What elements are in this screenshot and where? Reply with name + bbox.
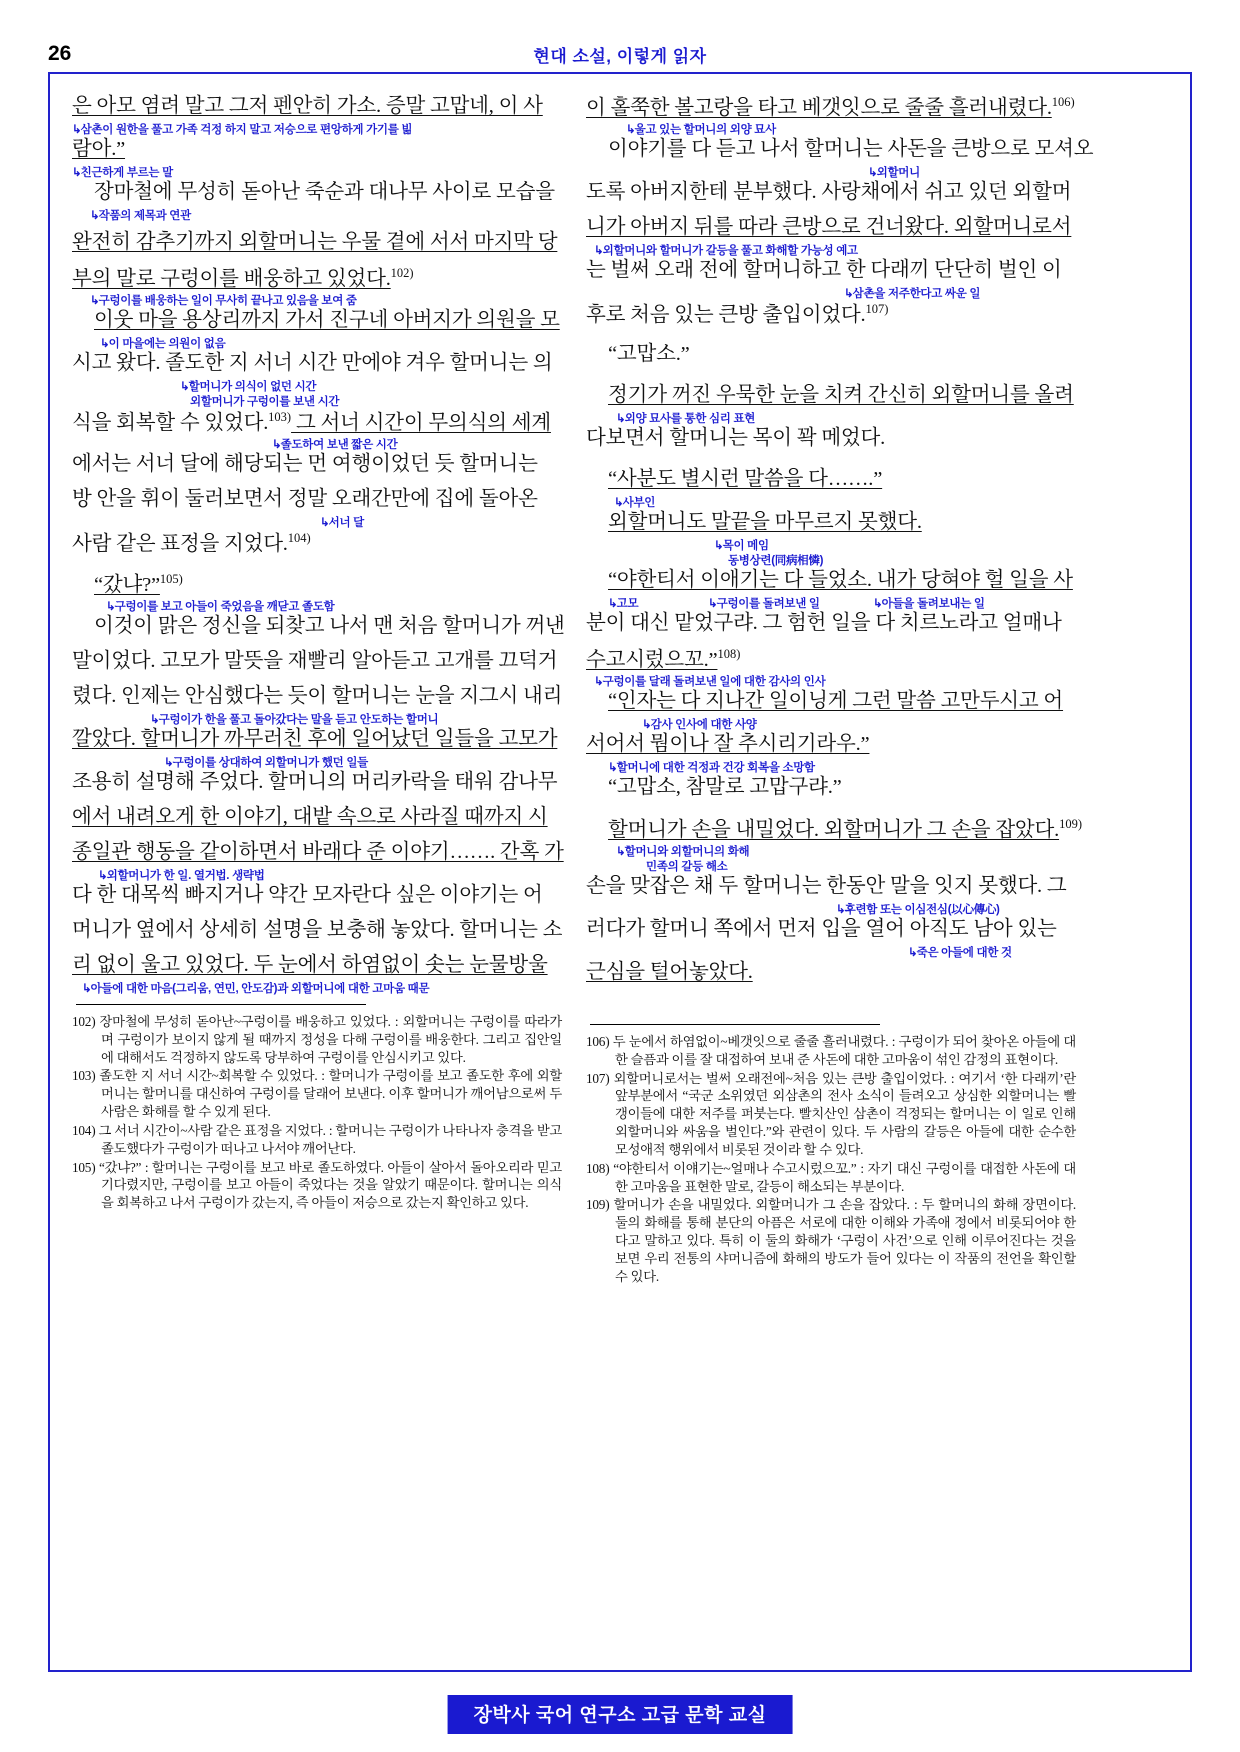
body-line: “사분도 별시런 말씀을 다…….” bbox=[608, 468, 883, 490]
hook-arrow-icon: ↳ bbox=[614, 497, 623, 509]
hook-arrow-icon: ↳ bbox=[164, 757, 173, 769]
body-line: 이것이 맑은 정신을 되찾고 나서 맨 처음 할머니가 꺼낸 bbox=[94, 615, 565, 637]
hook-arrow-icon: ↳ bbox=[320, 517, 329, 529]
footnote-ref[interactable]: 108) bbox=[717, 647, 741, 661]
page-number: 26 bbox=[48, 42, 72, 65]
body-line: 도록 아버지한테 분부했다. 사랑채에서 쉬고 있던 외할머 bbox=[586, 181, 1072, 203]
body-line: 조용히 설명해 주었다. 할머니의 머리카락을 태워 감나무 bbox=[72, 771, 558, 793]
annotation: 외할머니가 구렁이를 보낸 시간 bbox=[190, 396, 340, 408]
footnote-number: 108) bbox=[586, 1160, 610, 1176]
annotation: ↳사부인 bbox=[614, 497, 656, 509]
annotation: ↳할머니와 외할머니의 화해 bbox=[616, 846, 750, 858]
body-line: “야한티서 이애기는 다 들었소. 내가 당혀야 헐 일을 사 bbox=[608, 569, 1073, 591]
footnote-number: 107) bbox=[586, 1070, 610, 1086]
annotation: 민족의 갈등 해소 bbox=[646, 861, 728, 873]
hook-arrow-icon: ↳ bbox=[180, 381, 189, 393]
body-line: 종일관 행동을 같이하면서 바래다 준 이야기……. 간혹 가 bbox=[72, 841, 564, 863]
annotation: ↳후련함 또는 이심전심(以心傳心) bbox=[836, 904, 1000, 916]
annotation: ↳구렁이를 돌려보낸 일 bbox=[708, 598, 820, 610]
hook-arrow-icon: ↳ bbox=[90, 295, 99, 307]
annotation: ↳외양 묘사를 통한 심리 표현 bbox=[616, 413, 756, 425]
annotation: ↳할머니가 의식이 없던 시간 bbox=[180, 381, 317, 393]
body-line: 할머니가 손을 내밀었다. 외할머니가 그 손을 잡았다.$^{109)}$ bbox=[608, 817, 1082, 841]
footnote-number: 109) bbox=[586, 1197, 610, 1213]
body-line: 에서 내려오게 한 이야기, 대밭 속으로 사라질 때까지 시 bbox=[72, 806, 548, 828]
body-line: 사람 같은 표정을 지었다.$^{104)}$ bbox=[72, 531, 311, 555]
body-line: “고맙소, 참말로 고맙구랴.” bbox=[608, 776, 842, 798]
footnote: 109) 할머니가 손을 내밀었다. 외할머니가 그 손을 잡았다. : 두 할머니의 화해 장면이다. 둘의 화해를 통해 분단의 아픔은 서로에 대한 이해와 가족애 정에서 비롯되어야 한다고 말하고 있다. 특히 이 둘의 화해가 ‘구렁이 사건’으로 인해 이루어진다는 것을 보면 우리 전통의 샤머니즘에 화해의 방도가 들어 있다는 이 작품의 전언을 확인할 수 있다. bbox=[586, 1197, 1077, 1284]
annotation: ↳구렁이를 달래 돌려보낸 일에 대한 감사의 인사 bbox=[594, 676, 826, 688]
annotation: ↳삼촌이 원한을 풀고 가족 걱정 하지 말고 저승으로 편앙하게 가기를 빎 bbox=[72, 124, 413, 136]
annotation: ↳외할머니가 한 일. 열거법. 생략법 bbox=[98, 870, 265, 882]
line-gap bbox=[72, 260, 562, 267]
body-line: 은 아모 염려 말고 그저 펜안히 가소. 증말 고맙네, 이 사 bbox=[72, 95, 543, 117]
footnote-ref[interactable]: 106) bbox=[1051, 95, 1075, 109]
footnote-ref[interactable]: 107) bbox=[865, 302, 889, 316]
annotation: ↳구렁이를 상대하여 외할머니가 했던 일들 bbox=[164, 757, 368, 769]
annotation-row bbox=[586, 598, 1076, 613]
body-line: 분이 대신 맡었구랴. 그 험헌 일을 다 치르노라고 얼매나 bbox=[586, 612, 1062, 634]
footnote: 107) 외할머니로서는 벌써 오래전에~처음 있는 큰방 출입이었다. : 여기서 ‘한 다래끼’란 앞부분에서 “국군 소위였던 외삼촌의 전사 소식이 들려오고 상심한 외할머니는 빨갱이들에 대한 저주를 퍼붓는다. 빨치산인 삼촌이 걱정되는 할머니는 이 일로 인해 외할머니와 싸움을 벌인다.”와 관련이 있다. 두 사람의 갈등은 아들에 대한 순수한 모성애적 행위에서 비롯된 것이라 할 수 있다. bbox=[586, 1070, 1076, 1157]
hook-arrow-icon: ↳ bbox=[608, 762, 617, 774]
body-line: 깔았다. 할머니가 까무러친 후에 일어났던 일들을 고모가 bbox=[72, 728, 558, 750]
footnote-ref[interactable]: 105) bbox=[159, 572, 183, 586]
hook-arrow-icon: ↳ bbox=[908, 947, 917, 959]
footnote-ref[interactable]: 102) bbox=[390, 266, 414, 280]
body-line: 다보면서 할머니는 목이 꽉 메었다. bbox=[586, 427, 886, 449]
hook-arrow-icon: ↳ bbox=[642, 719, 651, 731]
hook-arrow-icon: ↳ bbox=[868, 167, 877, 179]
hook-arrow-icon: ↳ bbox=[616, 413, 625, 425]
body-line: 이야기를 다 듣고 나서 할머니는 사돈을 큰방으로 모셔오 bbox=[608, 138, 1094, 160]
footnote-ref[interactable]: 103) bbox=[268, 410, 292, 424]
body-line: “인자는 다 지나간 일이닝게 그런 말씀 고만두시고 어 bbox=[608, 690, 1064, 712]
book-title: 현대 소설, 이렇게 읽자 bbox=[533, 46, 707, 66]
body-line: 머니가 옆에서 상세히 설명을 보충해 놓았다. 할머니는 소 bbox=[72, 919, 563, 941]
annotation: ↳울고 있는 할머니의 외양 묘사 bbox=[626, 124, 776, 136]
body-line: 완전히 감추기까지 외할머니는 우물 곁에 서서 마지막 당 bbox=[72, 231, 558, 253]
body-line: 외할머니도 말끝을 마무르지 못했다. bbox=[608, 511, 922, 533]
footnote: 108) “야한티서 이얘기는~얼매나 수고시렀으꼬.” : 자기 대신 구렁이를 대접한 사돈에 대한 고마움을 표현한 말로, 갈등이 해소되는 부분이다. bbox=[586, 1160, 1077, 1194]
body-line: 손을 맞잡은 채 두 할머니는 한동안 말을 잇지 못했다. 그 bbox=[586, 875, 1067, 897]
body-line: 리 없이 울고 있었다. 두 눈에서 하염없이 솟는 눈물방울 bbox=[72, 954, 548, 976]
body-line: 정기가 꺼진 우묵한 눈을 치켜 간신히 외할머니를 올려 bbox=[608, 384, 1074, 406]
line-gap bbox=[586, 641, 1076, 648]
hook-arrow-icon: ↳ bbox=[714, 540, 723, 552]
footnote-number: 103) bbox=[72, 1068, 96, 1084]
annotation: ↳졸도하여 보낸 짧은 시간 bbox=[272, 439, 398, 451]
hook-arrow-icon: ↳ bbox=[82, 983, 91, 995]
publisher-banner: 장박사 국어 연구소 고급 문학 교실 bbox=[448, 1695, 793, 1734]
footnote-number: 102) bbox=[72, 1014, 96, 1029]
body-line: 다 한 대목씩 빠지거나 약간 모자란다 싶은 이야기는 어 bbox=[72, 884, 543, 906]
hook-arrow-icon: ↳ bbox=[594, 245, 603, 257]
annotation: ↳삼촌을 저주한다고 싸운 일 bbox=[844, 288, 981, 300]
hook-arrow-icon: ↳ bbox=[72, 124, 81, 136]
footnote: 103) 졸도한 지 서너 시간~회복할 수 있었다. : 할머니가 구렁이를 보고 졸도한 후에 외할머니는 할머니를 대신하여 구렁이를 달래어 보낸다. 이후 할머니가 깨어남으로써 두 사람은 화해를 할 수 있게 된다. bbox=[72, 1068, 562, 1120]
footnote-ref[interactable]: 104) bbox=[287, 531, 311, 545]
hook-arrow-icon: ↳ bbox=[626, 124, 635, 136]
annotation: ↳구렁이가 한을 풀고 돌아갔다는 말을 듣고 안도하는 할머니 bbox=[150, 714, 439, 726]
hook-arrow-icon: ↳ bbox=[708, 598, 717, 610]
annotation: ↳구렁이를 배웅하는 일이 무사히 끝나고 있음을 보여 줌 bbox=[90, 295, 357, 307]
hook-arrow-icon: ↳ bbox=[272, 439, 281, 451]
body-line: 방 안을 휘이 둘러보면서 정말 오래간만에 집에 돌아온 bbox=[72, 488, 538, 510]
annotation: ↳목이 메임 bbox=[714, 540, 769, 552]
body-line: “고맙소.” bbox=[608, 343, 690, 365]
annotation: 동병상련(同病相憐) bbox=[728, 555, 824, 567]
footnote: 104) 그 서너 시간이~사람 같은 표정을 지었다. : 할머니는 구렁이가 나타나자 충격을 받고 졸도했다가 구렁이가 떠나고 나서야 깨어난다. bbox=[72, 1122, 563, 1156]
hook-arrow-icon: ↳ bbox=[90, 210, 99, 222]
hook-arrow-icon: ↳ bbox=[150, 714, 159, 726]
hook-arrow-icon: ↳ bbox=[106, 601, 115, 613]
body-line: 람아.” bbox=[72, 138, 126, 160]
footnote-number: 106) bbox=[586, 1034, 610, 1049]
hook-arrow-icon: ↳ bbox=[98, 870, 107, 882]
annotation: ↳외할머니와 할머니가 갈등을 풀고 화해할 가능성 예고 bbox=[594, 245, 858, 257]
body-line: 식을 회복할 수 있었다.$^{103)}$ 그 서너 시간이 무의식의 세계 bbox=[72, 410, 551, 434]
annotation: ↳외할머니 bbox=[868, 167, 920, 179]
body-line: 장마철에 무성히 돋아난 죽순과 대나무 사이로 모습을 bbox=[94, 181, 555, 203]
left-column bbox=[72, 95, 565, 1286]
body-line: 시고 왔다. 졸도한 지 서너 시간 만에야 겨우 할머니는 의 bbox=[72, 352, 553, 374]
annotation: ↳아들을 돌려보내는 일 bbox=[873, 598, 985, 610]
hook-arrow-icon: ↳ bbox=[100, 338, 109, 350]
body-line: 렸다. 인제는 안심했다는 듯이 할머니는 눈을 지그시 내리 bbox=[72, 685, 563, 707]
hook-arrow-icon: ↳ bbox=[836, 904, 845, 916]
body-line: 근심을 털어놓았다. bbox=[586, 961, 753, 983]
body-line: 니가 아버지 뒤를 따라 큰방으로 건너왔다. 외할머니로서 bbox=[586, 216, 1072, 238]
hook-arrow-icon: ↳ bbox=[616, 846, 625, 858]
line-gap bbox=[72, 560, 562, 573]
footnote: 102) 장마철에 무성히 돋아난~구렁이를 배웅하고 있었다. : 외할머니는 구렁이를 따라가며 구렁이가 보이지 않게 될 때까지 정성을 다해 구렁이를 배웅한다. 그리고 집안일에 대해서도 걱정하지 않도록 당부하여 구렁이를 안심시키고 있다. bbox=[72, 1014, 562, 1065]
body-line: 말이었다. 고모가 말뜻을 재빨리 알아듣고 고개를 끄덕거 bbox=[72, 650, 558, 672]
hook-arrow-icon: ↳ bbox=[594, 676, 603, 688]
hook-arrow-icon: ↳ bbox=[72, 167, 81, 179]
body-line: 이웃 마을 용상리까지 가서 진구네 아버지가 의원을 모 bbox=[94, 309, 560, 331]
body-line: 러다가 할머니 쪽에서 먼저 입을 열어 아직도 남아 있는 bbox=[586, 918, 1057, 940]
body-line: 부의 말로 구렁이를 배웅하고 있었다.$^{102)}$ bbox=[72, 266, 414, 290]
body-line: 후로 처음 있는 큰방 출입이었다.$^{107)}$ bbox=[586, 302, 889, 326]
annotation: ↳죽은 아들에 대한 것 bbox=[908, 947, 1012, 959]
body-line: 에서는 서너 달에 해당되는 먼 여행이었던 듯 할머니는 bbox=[72, 453, 538, 475]
hook-arrow-icon: ↳ bbox=[873, 598, 882, 610]
line-gap bbox=[586, 805, 1076, 818]
hook-arrow-icon: ↳ bbox=[608, 598, 617, 610]
body-line: “갔냐?”$^{105)}$ bbox=[94, 572, 183, 596]
annotation: ↳고모 bbox=[608, 598, 639, 610]
two-column-body bbox=[72, 96, 1168, 1286]
footnote: 105) “갔냐?” : 할머니는 구렁이를 보고 바로 졸도하였다. 아들이 살아서 돌아오리라 믿고 기다렸지만, 구렁이를 보고 아들이 죽었다는 것을 알았기 때문이다. 할머니는 의식을 회복하고 나서 구렁이가 갔는지, 즉 아들이 저승으로 갔는지 확인하고 있다. bbox=[72, 1159, 563, 1211]
footnote-separator bbox=[76, 1004, 366, 1005]
annotation: ↳아들에 대한 마음(그리움, 연민, 안도감)과 외할머니에 대한 고마움 때문 bbox=[82, 983, 430, 995]
footnote-separator bbox=[590, 1024, 880, 1025]
annotation: ↳이 마을에는 의원이 없음 bbox=[100, 338, 226, 350]
body-line: 이 홀쭉한 볼고랑을 타고 베갯잇으로 줄줄 흘러내렸다.$^{106)}$ bbox=[586, 95, 1075, 119]
hook-arrow-icon: ↳ bbox=[844, 288, 853, 300]
footnote: 106) 두 눈에서 하염없이~베갯잇으로 줄줄 흘러내렸다. : 구렁이가 되어 찾아온 아들에 대한 슬픔과 이를 잘 대접하여 보내 준 사돈에 대한 고마움이 섞인 감정의 표현이다. bbox=[586, 1034, 1076, 1067]
footnote-ref[interactable]: 109) bbox=[1059, 817, 1082, 831]
footnote-number: 104) bbox=[72, 1122, 96, 1138]
running-head bbox=[48, 36, 1192, 72]
body-line: 는 벌써 오래 전에 할머니하고 한 다래끼 단단히 벌인 이 bbox=[586, 259, 1062, 281]
annotation: ↳서너 달 bbox=[320, 517, 364, 529]
body-line: 서어서 뭠이나 잘 추시리기라우.” bbox=[586, 733, 870, 755]
footnote-number: 105) bbox=[72, 1159, 96, 1175]
annotation: ↳작품의 제목과 연관 bbox=[90, 210, 191, 222]
annotation: ↳친근하게 부르는 말 bbox=[72, 167, 173, 179]
annotation: ↳감사 인사에 대한 사양 bbox=[642, 719, 757, 731]
body-line: 수고시렀으꼬.”$^{108)}$ bbox=[586, 647, 741, 671]
annotation: ↳할머니에 대한 걱정과 건강 회복을 소망함 bbox=[608, 762, 815, 774]
right-column bbox=[586, 95, 1094, 1286]
annotation: ↳구렁이를 보고 아들이 죽었음을 깨닫고 졸도함 bbox=[106, 601, 335, 613]
